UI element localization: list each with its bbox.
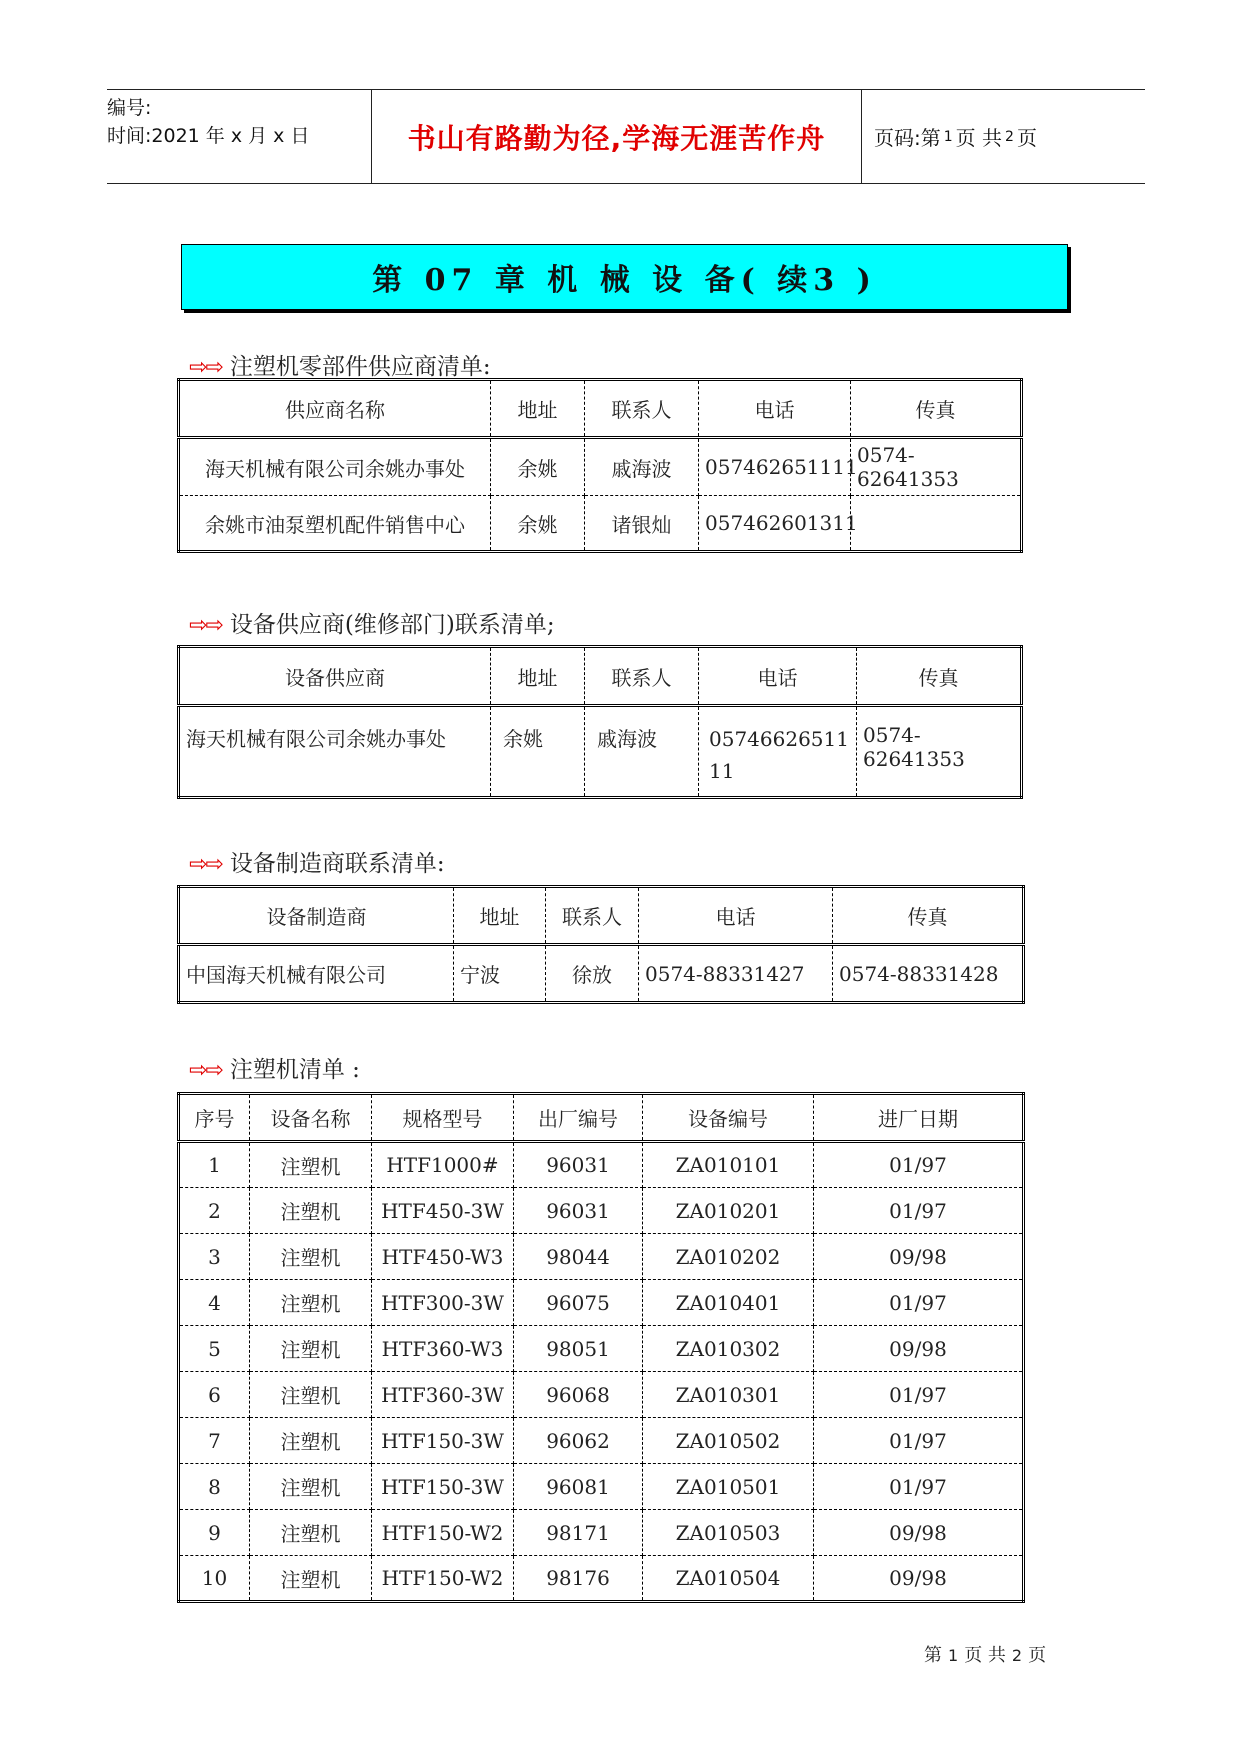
table-cell: 2 — [179, 1188, 250, 1234]
table-header-row — [179, 887, 1024, 945]
machine-rows — [179, 1142, 1024, 1602]
table-cell: 0574-88331428 — [839, 961, 999, 986]
column-header: 电话 — [639, 887, 833, 945]
table-cell: 注塑机 — [250, 1464, 372, 1510]
header-page-indicator: 页码:第 1 页 共 2 页 — [874, 126, 1037, 150]
table-header-row — [179, 647, 1022, 706]
table-header-row — [179, 1094, 1024, 1142]
table-cell: 01/97 — [814, 1142, 1024, 1188]
column-header: 供应商名称 — [179, 380, 491, 438]
table-row — [179, 1142, 1024, 1188]
table-cell — [851, 496, 1022, 552]
table-cell: 09/98 — [889, 1566, 947, 1590]
column-header: 地址 — [454, 887, 546, 945]
arrow-icon: ⇨⇨ — [189, 1058, 222, 1083]
header-motto: 书山有路勤为径,学海无涯苦作舟 — [372, 90, 862, 183]
table-cell: HTF150-3W — [372, 1418, 514, 1464]
table-cell: 余姚市油泵塑机配件销售中心 — [179, 496, 491, 552]
table-cell: HTF150-W2 — [372, 1556, 514, 1602]
table-cell: 01/97 — [814, 1464, 1024, 1510]
chapter-title: 第 07 章 机 械 设 备( 续3 ) — [181, 244, 1068, 310]
table-cell: 01/97 — [814, 1188, 1024, 1234]
table-cell: 注塑机 — [250, 1510, 372, 1556]
table-cell: 057462601311 — [699, 496, 851, 552]
column-header: 设备名称 — [250, 1094, 372, 1142]
table-cell: 徐放 — [546, 945, 639, 1003]
document-date: 时间:2021 年 x 月 x 日 — [107, 125, 310, 147]
table-cell: 0574-62641353 — [851, 438, 1022, 496]
section-title-maintenance-contacts: ⇨⇨ 设备供应商(维修部门)联系清单; — [189, 612, 555, 638]
table-cell: ZA010502 — [643, 1418, 814, 1464]
maintenance-supplier-table — [177, 645, 1023, 799]
table-cell: 宁波 — [454, 945, 546, 1003]
table-cell: 6 — [179, 1372, 250, 1418]
column-header: 地址 — [491, 647, 585, 706]
table-cell: 98171 — [514, 1510, 643, 1556]
parts-supplier-table — [177, 378, 1023, 553]
table-cell: 戚海波 — [585, 706, 699, 798]
machine-list-table — [177, 1092, 1025, 1603]
column-header: 电话 — [699, 647, 857, 706]
table-cell: 3 — [179, 1234, 250, 1280]
table-cell: 01/97 — [814, 1418, 1024, 1464]
column-header: 序号 — [179, 1094, 250, 1142]
column-header: 地址 — [491, 380, 585, 438]
table-header-row — [179, 380, 1022, 438]
column-header: 电话 — [699, 380, 851, 438]
table-cell: 10 — [179, 1556, 250, 1602]
table-cell: ZA010302 — [643, 1326, 814, 1372]
table-cell: 注塑机 — [250, 1142, 372, 1188]
table-cell: 注塑机 — [250, 1326, 372, 1372]
section-title-manufacturer-contacts: ⇨⇨ 设备制造商联系清单: — [189, 851, 445, 877]
column-header: 联系人 — [585, 380, 699, 438]
column-header: 规格型号 — [372, 1094, 514, 1142]
table-cell: 96081 — [514, 1464, 643, 1510]
table-cell: 戚海波 — [585, 438, 699, 496]
table-cell: 余姚 — [491, 438, 585, 496]
table-cell: 海天机械有限公司余姚办事处 — [179, 706, 491, 798]
section-title-machine-list: ⇨⇨ 注塑机清单 : — [189, 1057, 360, 1083]
table-cell: 09/98 — [814, 1326, 1024, 1372]
document-number-label: 编号: — [107, 97, 152, 119]
table-cell: 注塑机 — [250, 1234, 372, 1280]
table-cell: 7 — [179, 1418, 250, 1464]
table-cell: HTF450-3W — [372, 1188, 514, 1234]
table-cell: HTF300-3W — [372, 1280, 514, 1326]
table-row — [179, 706, 1022, 798]
table-cell: 海天机械有限公司余姚办事处 — [179, 438, 491, 496]
column-header: 出厂编号 — [514, 1094, 643, 1142]
table-cell: 0574-62641353 — [863, 723, 965, 771]
table-cell: 0574662651111 — [699, 706, 857, 798]
table-cell: 98044 — [514, 1234, 643, 1280]
column-header: 传真 — [833, 887, 1024, 945]
column-header: 传真 — [857, 647, 1022, 706]
table-cell: 注塑机 — [250, 1556, 372, 1602]
table-row — [179, 1556, 1024, 1602]
table-cell: ZA010503 — [643, 1510, 814, 1556]
table-cell: 注塑机 — [250, 1188, 372, 1234]
table-cell: ZA010101 — [643, 1142, 814, 1188]
table-cell: 96062 — [514, 1418, 643, 1464]
table-cell: 9 — [179, 1510, 250, 1556]
table-cell: 诸银灿 — [585, 496, 699, 552]
table-row — [179, 1510, 1024, 1556]
table-cell: ZA010501 — [643, 1464, 814, 1510]
table-cell: 5 — [179, 1326, 250, 1372]
page-header — [107, 89, 1145, 184]
table-cell: 01/97 — [814, 1372, 1024, 1418]
table-cell: 0574-88331427 — [639, 945, 833, 1003]
table-cell: 中国海天机械有限公司 — [179, 945, 454, 1003]
table-cell: HTF360-3W — [372, 1372, 514, 1418]
table-cell: 96068 — [514, 1372, 643, 1418]
arrow-icon: ⇨⇨ — [189, 613, 222, 638]
column-header: 传真 — [851, 380, 1022, 438]
table-cell: 96031 — [514, 1142, 643, 1188]
table-row — [179, 1326, 1024, 1372]
table-cell: 96031 — [514, 1188, 643, 1234]
table-row — [179, 1372, 1024, 1418]
table-cell: HTF360-W3 — [372, 1326, 514, 1372]
table-cell: 057462651111 — [699, 438, 851, 496]
table-cell: 余姚 — [491, 496, 585, 552]
table-cell: 09/98 — [814, 1510, 1024, 1556]
column-header: 联系人 — [546, 887, 639, 945]
table-row — [179, 945, 1024, 1003]
table-cell: 余姚 — [491, 706, 585, 798]
table-row — [179, 1464, 1024, 1510]
table-cell: HTF150-W2 — [372, 1510, 514, 1556]
table-row — [179, 1418, 1024, 1464]
manufacturer-table — [177, 885, 1025, 1004]
table-row — [179, 496, 1022, 552]
arrow-icon: ⇨⇨ — [189, 355, 222, 380]
table-cell: 01/97 — [814, 1280, 1024, 1326]
table-cell: ZA010504 — [643, 1556, 814, 1602]
table-cell: 8 — [179, 1464, 250, 1510]
table-cell: 96075 — [514, 1280, 643, 1326]
column-header: 设备制造商 — [179, 887, 454, 945]
table-cell: HTF150-3W — [372, 1464, 514, 1510]
table-cell: 09/98 — [814, 1234, 1024, 1280]
table-cell: 98176 — [514, 1556, 643, 1602]
table-cell: ZA010202 — [643, 1234, 814, 1280]
column-header: 进厂日期 — [814, 1094, 1024, 1142]
table-row — [179, 1188, 1024, 1234]
table-cell: 1 — [179, 1142, 250, 1188]
table-row — [179, 1234, 1024, 1280]
table-cell: 注塑机 — [250, 1280, 372, 1326]
section-title-parts-suppliers: ⇨⇨ 注塑机零部件供应商清单: — [189, 354, 491, 380]
header-meta — [107, 90, 372, 183]
column-header: 设备供应商 — [179, 647, 491, 706]
table-cell: HTF450-W3 — [372, 1234, 514, 1280]
table-cell: ZA010301 — [643, 1372, 814, 1418]
column-header: 设备编号 — [643, 1094, 814, 1142]
table-cell: ZA010401 — [643, 1280, 814, 1326]
table-cell: ZA010201 — [643, 1188, 814, 1234]
table-cell: 98051 — [514, 1326, 643, 1372]
table-cell: 注塑机 — [250, 1418, 372, 1464]
column-header: 联系人 — [585, 647, 699, 706]
table-row — [179, 438, 1022, 496]
table-cell: 4 — [179, 1280, 250, 1326]
arrow-icon: ⇨⇨ — [189, 852, 222, 877]
table-cell: HTF1000# — [372, 1142, 514, 1188]
table-row — [179, 1280, 1024, 1326]
footer-page-number: 第 1 页 共 2 页 — [924, 1645, 1047, 1666]
table-cell: 注塑机 — [250, 1372, 372, 1418]
